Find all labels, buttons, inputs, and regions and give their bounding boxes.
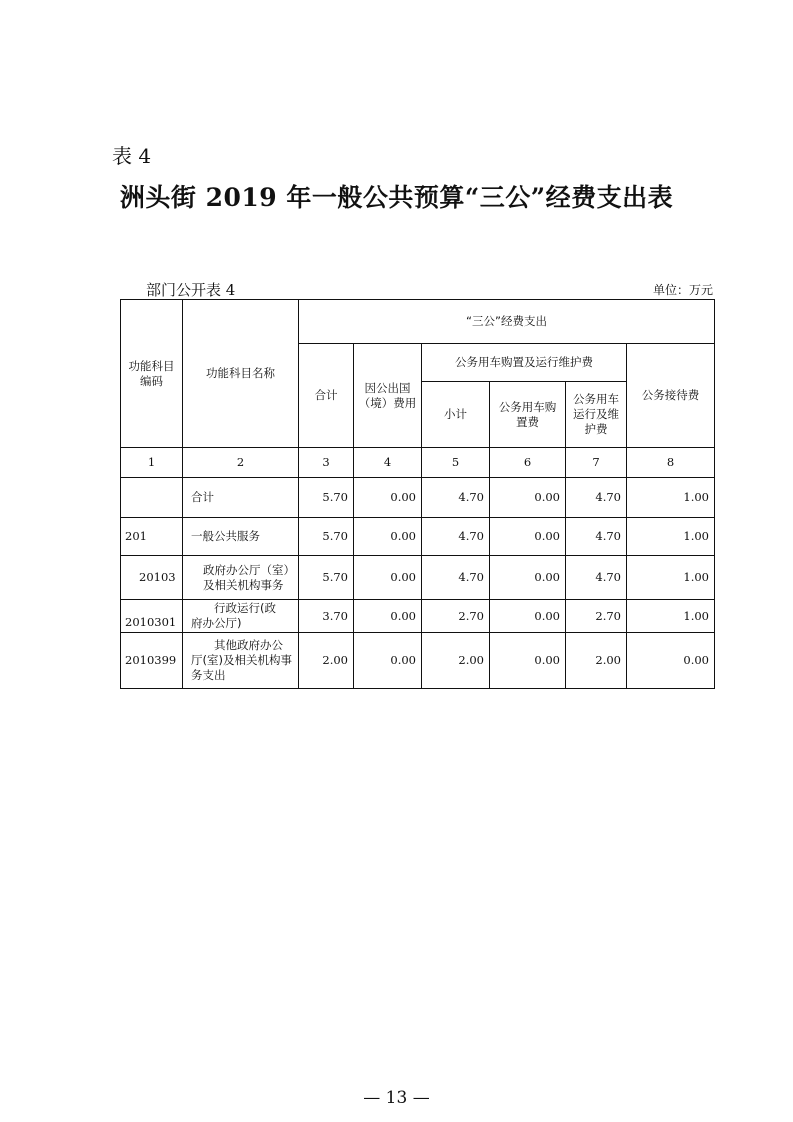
index-cell: 4 [354,448,422,478]
row-name: 一般公共服务 [183,518,299,556]
row-value: 2.70 [566,600,627,633]
row-code: 201 [121,518,183,556]
row-value: 4.70 [422,478,490,518]
index-cell: 7 [566,448,627,478]
row-value: 1.00 [627,518,715,556]
header-abroad: 因公出国（境）费用 [354,344,422,448]
table-row [121,556,715,600]
header-operation: 公务用车运行及维护费 [566,382,627,448]
header-total: 合计 [299,344,354,448]
row-value: 0.00 [490,600,566,633]
page-title: 洲头街 2019 年一般公共预算“三公”经费支出表 [119,183,674,212]
table-row [121,600,715,633]
row-value: 5.70 [299,478,354,518]
row-value: 2.00 [299,633,354,689]
page-number: — 13 — [363,1088,430,1108]
row-value: 2.00 [422,633,490,689]
row-code [121,478,183,518]
header-three-public-group: “三公”经费支出 [299,300,715,344]
table-row [121,633,715,689]
index-cell: 6 [490,448,566,478]
form-label: 部门公开表 4 [146,281,236,299]
row-value: 0.00 [354,478,422,518]
table-row [121,518,715,556]
row-value: 0.00 [490,518,566,556]
row-value: 0.00 [354,556,422,600]
row-name: 政府办公厅（室）及相关机构事务 [183,556,299,600]
row-value: 0.00 [490,633,566,689]
index-row [121,448,715,478]
index-cell: 5 [422,448,490,478]
row-name: 其他政府办公厅(室)及相关机构事务支出 [183,633,299,689]
header-purchase: 公务用车购置费 [490,382,566,448]
row-value: 4.70 [566,518,627,556]
row-value: 4.70 [566,478,627,518]
row-code: 20103 [121,556,183,600]
row-value: 0.00 [354,633,422,689]
index-cell: 2 [183,448,299,478]
table-row [121,478,715,518]
row-value: 1.00 [627,600,715,633]
index-cell: 3 [299,448,354,478]
row-value: 2.00 [566,633,627,689]
row-value: 1.00 [627,478,715,518]
index-cell: 8 [627,448,715,478]
header-vehicle-group: 公务用车购置及运行维护费 [422,344,627,382]
row-value: 1.00 [627,556,715,600]
row-value: 2.70 [422,600,490,633]
unit-label: 单位：万元 [652,283,713,297]
index-cell: 1 [121,448,183,478]
header-name: 功能科目名称 [183,300,299,448]
expenditure-table-container [120,299,715,689]
row-value: 0.00 [490,556,566,600]
row-value: 4.70 [422,556,490,600]
row-value: 3.70 [299,600,354,633]
table-number: 表 4 [112,144,152,168]
row-name: 合计 [183,478,299,518]
row-code: 2010399 [121,633,183,689]
row-value: 0.00 [354,518,422,556]
row-value: 4.70 [422,518,490,556]
row-code: 2010301 [121,600,183,633]
row-value: 0.00 [627,633,715,689]
row-name: 行政运行(政府办公厅) [183,600,299,633]
row-value: 0.00 [490,478,566,518]
header-code: 功能科目编码 [121,300,183,448]
expenditure-table [120,299,715,689]
header-reception: 公务接待费 [627,344,715,448]
header-subtotal: 小计 [422,382,490,448]
row-value: 4.70 [566,556,627,600]
row-value: 5.70 [299,556,354,600]
row-value: 0.00 [354,600,422,633]
row-value: 5.70 [299,518,354,556]
